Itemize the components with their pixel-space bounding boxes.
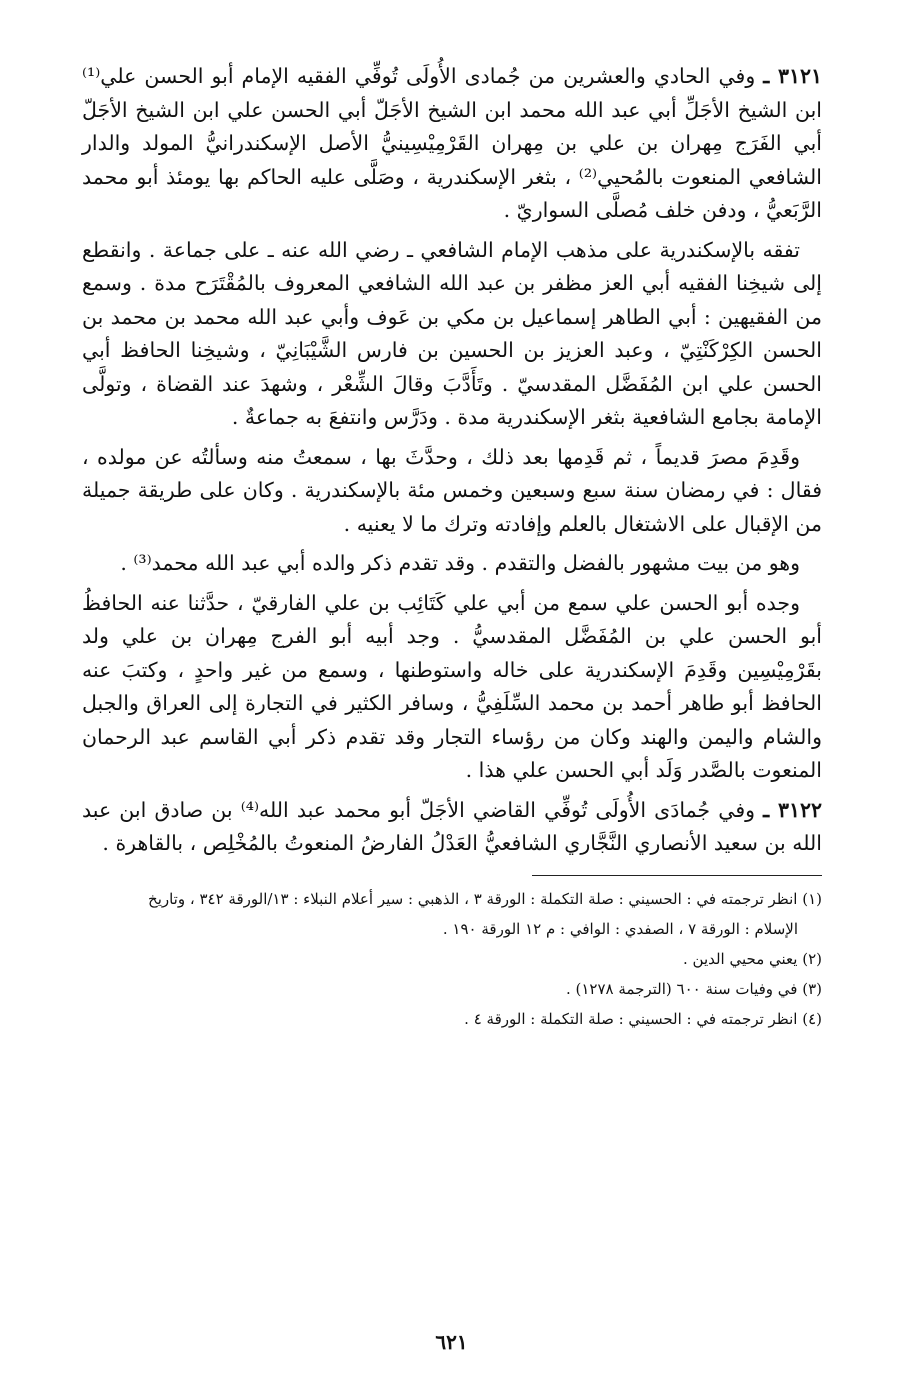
- paragraph: تفقه بالإسكندرية على مذهب الإمام الشافعي ـ رضي الله عنه ـ على جماعة . وانقطع إلى شيخِنا الفقيه أبي العز مظفر بن عبد الله الشافعي المعروف بالمُقْتَرَح مدة . وسمع من الفقيهين : أبي الطاهر إسماعيل بن مكي بن عَوف وأبي عبد الله محمد بن محمد بن الحسن الكِرْكَنْتِيّ ، وعبد العزيز بن الحسين بن فارس الشَّيْبَانِيّ ، وشيخِنا الحافظ أبي الحسن علي ابن المُفَضَّل المقدسيّ . وتَأَدَّبَ وقالَ الشِّعْر ، وشهدَ عند القضاة ، وتولَّى الإمامة بجامع الشافعية بثغر الإسكندرية مدة . ودَرَّس وانتفعَ به جماعةٌ .: [82, 237, 822, 429]
- page-content: [82, 60, 822, 1036]
- footnote-2: (٢) يعني محيي الدين .: [682, 949, 822, 968]
- entry-3121: [82, 60, 822, 228]
- paragraph: وجده أبو الحسن علي سمع من أبي علي كَتَائِب بن علي الفارقيّ ، حدَّثنا عنه الحافظُ أبو الحسن علي بن المُفَضَّل المقدسيُّ . وجد أبيه أبو الفرج مِهران بن علي ولد بقَرْمِيْسِين وقَدِمَ الإسكندرية على خاله واستوطنها ، وسمع من غير واحدٍ ، وكتبَ عنه الحافظ أبو طاهر أحمد بن محمد السِّلَفِيُّ ، وسافر الكثير في التجارة إلى العراق والجبل والشام واليمن والهند وكان من رؤساء التجار وقد تقدم ذكر أبي القاسم عبد الرحمان المنعوت بالصَّدر وَلَد أبي الحسن علي هذا .: [82, 590, 822, 782]
- footnote-4: (٤) انظر ترجمته في : الحسيني : صلة التكملة : الورقة ٤ .: [464, 1009, 822, 1028]
- footnotes: [82, 886, 822, 1032]
- footnote-1: (١) انظر ترجمته في : الحسيني : صلة التكملة : الورقة ٣ ، الذهبي : سير أعلام النبلاء : ١٣/الورقة ٣٤٢ ، وتاريخ: [148, 889, 822, 908]
- entry-number: ٣١٢٢ ـ: [763, 797, 822, 822]
- entry-3122: [82, 794, 822, 861]
- footnote-divider: [532, 875, 822, 876]
- page-number: ٦٢١: [435, 1330, 468, 1354]
- main-text: [82, 60, 822, 861]
- paragraph: وقَدِمَ مصرَ قديماً ، ثم قَدِمها بعد ذلك ، وحدَّثَ بها ، سمعتُ منه وسألتُه عن مولده ، فقال : في رمضان سنة سبع وسبعين وخمس مئة بالإسكندرية . وكان على طريقة جميلة من الإقبال على الاشتغال بالعلم وإفادته وترك ما لا يعنيه .: [82, 444, 822, 536]
- entry-text: وفي الحادي والعشرين من جُمادى الأُولَى تُوفِّي الفقيه الإمام أبو الحسن علي⁽¹⁾ ابن الشيخ الأجَلِّ أبي عبد الله محمد ابن الشيخ الأجَلّ أبي الحسن علي ابن الشيخ الأجَلّ أبي الفَرَج مِهران بن علي بن مِهران القَرْمِيْسِينيُّ الأصل الإسكندرانيُّ المولد والدار الشافعي المنعوت بالمُحيي⁽²⁾ ، بثغر الإسكندرية ، وصَلَّى عليه الحاكم بها يومئذ أبو محمد الرَّبَعيُّ ، ودفن خلف مُصلَّى السواريّ .: [82, 64, 822, 222]
- footnote-3: (٣) في وفيات سنة ٦٠٠ (الترجمة ١٢٧٨) .: [565, 979, 822, 998]
- paragraph: وهو من بيت مشهور بالفضل والتقدم . وقد تقدم ذكر والده أبي عبد الله محمد⁽³⁾ .: [120, 551, 800, 575]
- entry-number: ٣١٢١ ـ: [763, 64, 822, 88]
- entry-text: وفي جُمادَى الأُولَى تُوفِّي القاضي الأجَلّ أبو محمد عبد الله⁽⁴⁾ بن صادق ابن عبد الله بن سعيد الأنصاري النَّجَّاري الشافعيُّ العَدْلُ الفارضُ المنعوتُ بالمُخْلِص ، بالقاهرة .: [82, 797, 822, 855]
- footnote-1-continuation: الإسلام : الورقة ٧ ، الصفدي : الوافي : م ١٢ الورقة ١٩٠ .: [442, 919, 798, 938]
